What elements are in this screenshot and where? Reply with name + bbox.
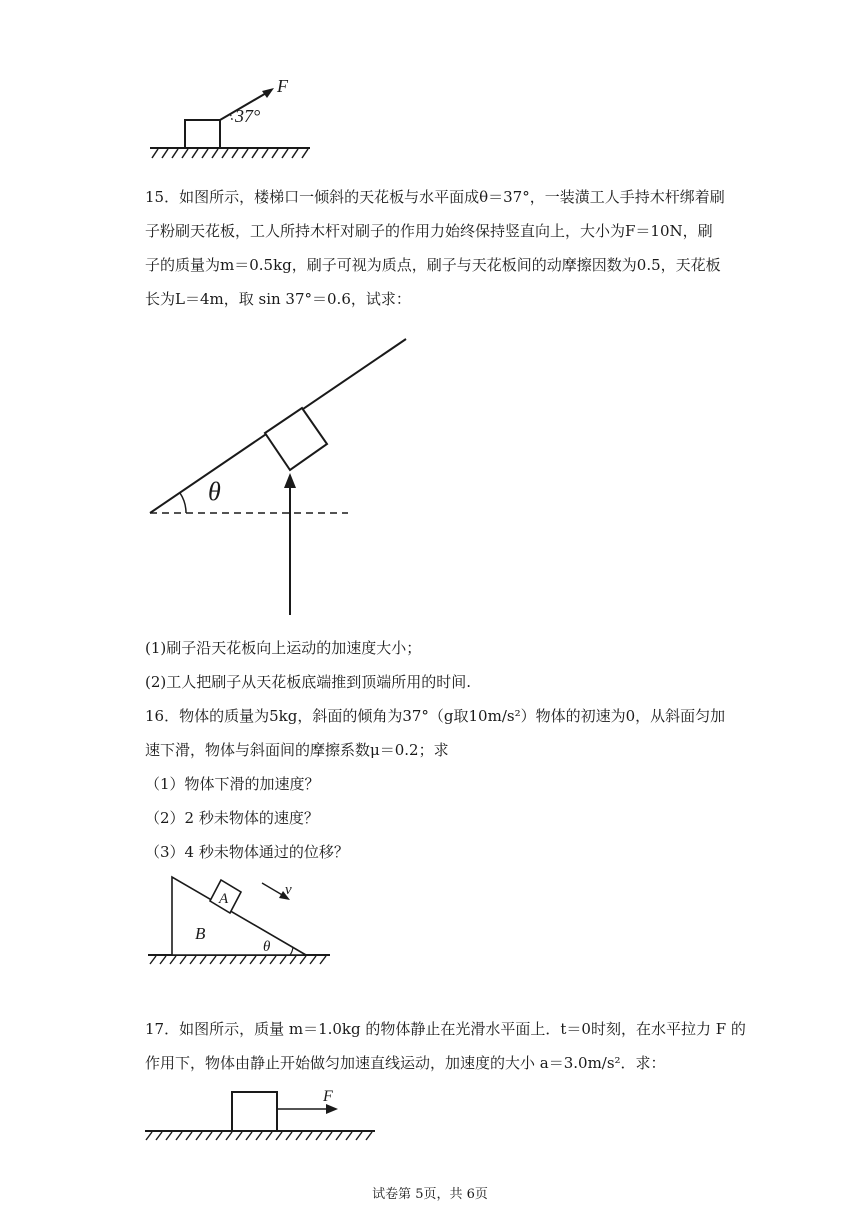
force-label: F <box>323 1088 333 1105</box>
q16-line-2: 速下滑，物体与斜面间的摩擦系数μ＝0.2；求 <box>145 741 449 759</box>
q15-line-4: 长为L＝4m，取 sin 37°＝0.6，试求： <box>145 290 411 308</box>
angle-label: 37° <box>235 106 261 126</box>
q16-sub-2: （2）2 秒未物体的速度？ <box>145 809 319 827</box>
theta-label: θ <box>208 477 221 506</box>
page-footer: 试卷第 5页，共 6页 <box>372 1187 488 1202</box>
q15-line-1: 15．如图所示，楼梯口一倾斜的天花板与水平面成θ＝37°，一装潢工人手持木杆绑着刷 <box>145 188 725 206</box>
figure-incline-wedge <box>140 870 340 970</box>
figure-block-force-angle <box>140 70 320 165</box>
block-a-label: A <box>219 891 229 907</box>
q15-line-2: 子粉刷天花板，工人所持木杆对刷子的作用力始终保持竖直向上，大小为F＝10N，刷 <box>145 222 713 240</box>
velocity-label: v <box>285 882 292 898</box>
q15-sub-2: (2)工人把刷子从天花板底端推到顶端所用的时间. <box>145 673 472 691</box>
q15-line-3: 子的质量为m＝0.5kg，刷子可视为质点，刷子与天花板间的动摩擦因数为0.5，天花板 <box>145 256 721 274</box>
q17-line-2: 作用下，物体由静止开始做匀加速直线运动，加速度的大小 a＝3.0m/s²．求： <box>145 1054 666 1072</box>
figure-horizontal-force <box>140 1085 380 1145</box>
wedge-b-label: B <box>195 924 206 943</box>
q17-line-1: 17．如图所示，质量 m＝1.0kg 的物体静止在光滑水平面上．t＝0时刻，在水平拉力 F 的 <box>145 1020 746 1038</box>
q16-sub-1: （1）物体下滑的加速度？ <box>145 775 320 793</box>
q16-sub-3: （3）4 秒未物体通过的位移？ <box>145 843 349 861</box>
q16-line-1: 16．物体的质量为5kg，斜面的倾角为37°（g取10m/s²）物体的初速为0，从斜面匀加 <box>145 707 726 725</box>
theta-label: θ <box>263 939 271 955</box>
force-label: F <box>277 76 288 96</box>
figure-inclined-ceiling <box>140 330 420 620</box>
q15-sub-1: (1)刷子沿天花板向上运动的加速度大小； <box>145 639 422 657</box>
